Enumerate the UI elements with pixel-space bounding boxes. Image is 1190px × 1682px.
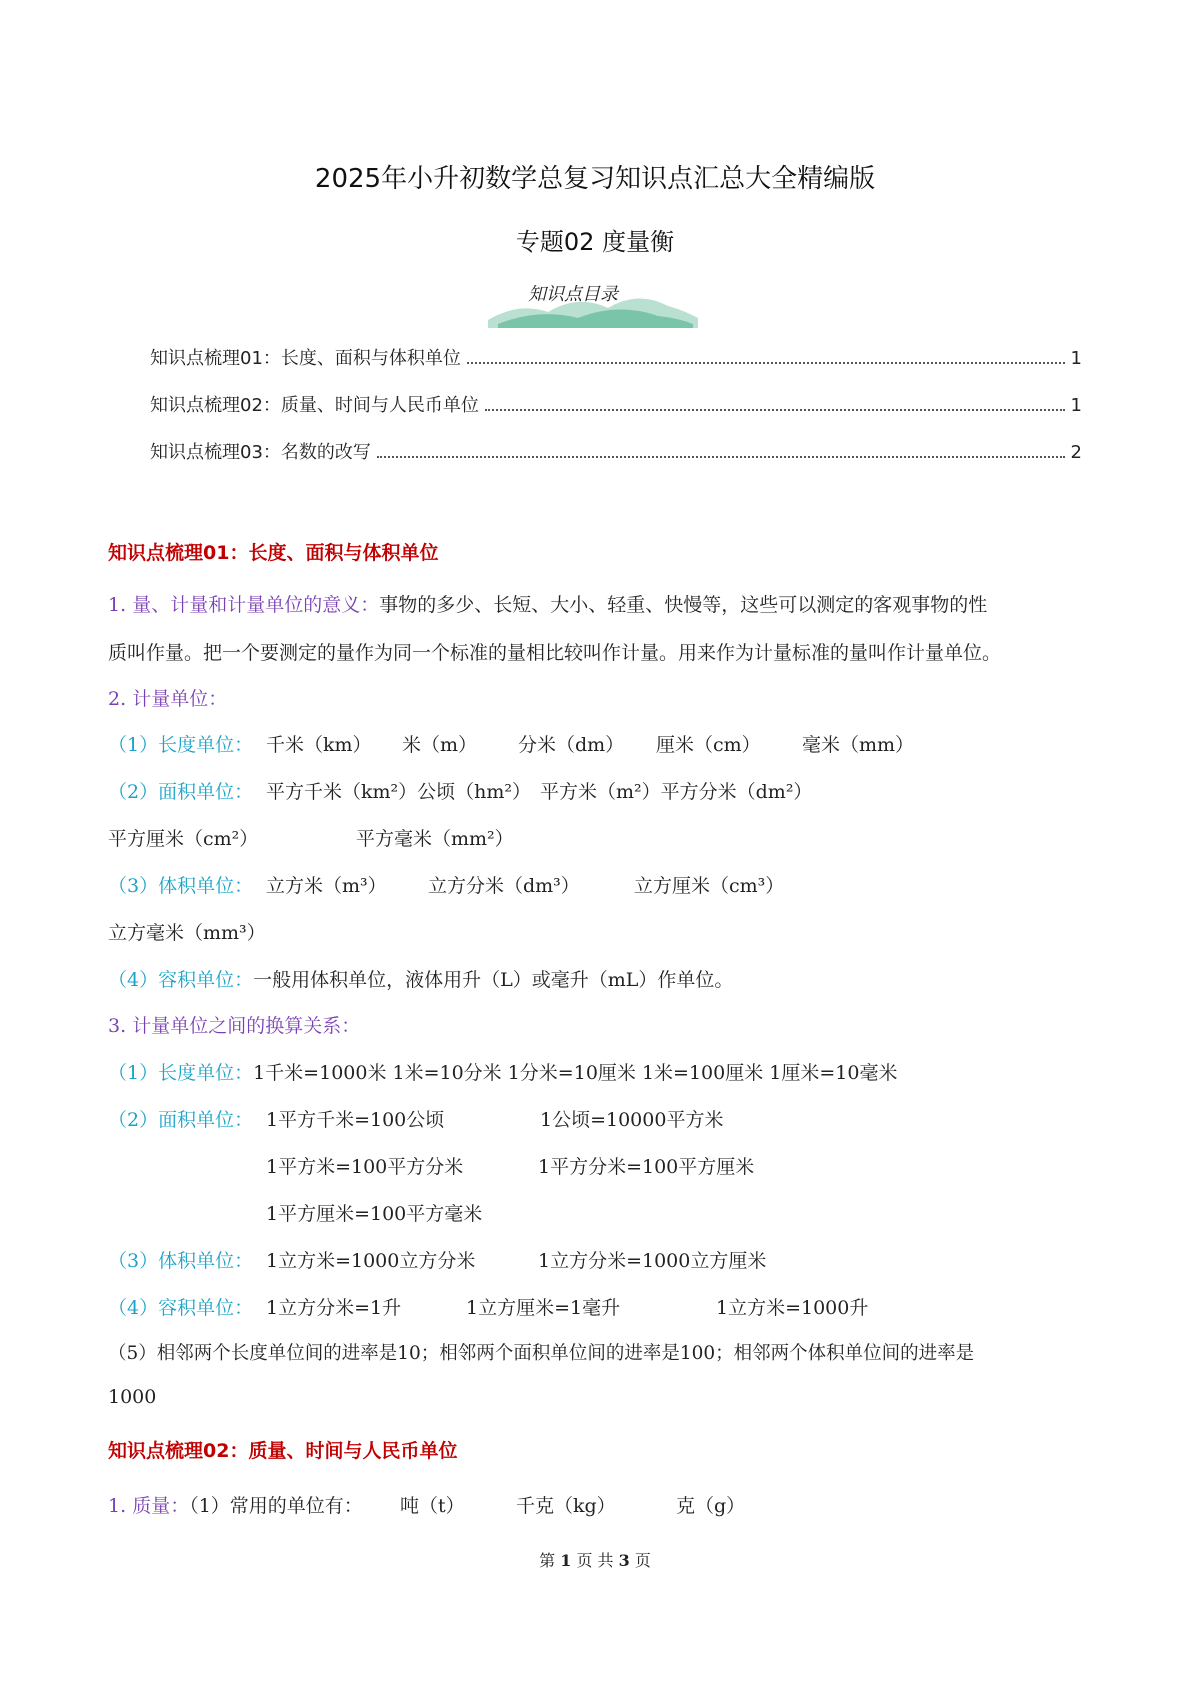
unit-category-label: （3）体积单位： — [108, 875, 254, 897]
toc-item-page: 1 — [1070, 395, 1082, 416]
paragraph-continued: 质叫作量。把一个要测定的量作为同一个标准的量相比较叫作计量。用来作为计量标准的量叫作计量单位。 — [108, 642, 1002, 664]
unit: 克（g） — [676, 1495, 746, 1517]
toc-leader — [377, 456, 1065, 458]
unit: 立方厘米（cm³） — [634, 875, 785, 897]
conversion-text: 1千米=1000米 1米=10分米 1分米=10厘米 1米=100厘米 1厘米=10毫米 — [253, 1062, 898, 1084]
term-label: 计量单位之间的换算关系： — [132, 1015, 361, 1037]
unit: 立方米（m³） — [266, 875, 387, 897]
conversion-text: 1平方米=100平方分米 — [266, 1156, 464, 1178]
paragraph — [108, 590, 987, 617]
conversion-text: 1立方分米=1升 — [266, 1297, 402, 1319]
toc-item-label: 知识点梳理01：长度、面积与体积单位 — [150, 348, 461, 369]
term-label: 计量单位： — [132, 688, 228, 710]
term-label: 量、计量和计量单位的意义： — [132, 594, 380, 616]
conversion-text: 1平方分米=100平方厘米 — [538, 1156, 755, 1178]
conversion-row — [108, 1293, 253, 1320]
area-units-row — [108, 777, 253, 804]
unit: 厘米（cm） — [656, 734, 761, 756]
unit: 千米（km） — [266, 734, 372, 756]
conversion-text: 1立方米=1000立方分米 — [266, 1250, 476, 1272]
conversion-row — [108, 1105, 253, 1132]
toc-item[interactable] — [150, 344, 1082, 370]
rate-text: （5）相邻两个长度单位间的进率是10；相邻两个面积单位间的进率是100；相邻两个体积单位间的进率是 — [108, 1343, 975, 1364]
paragraph-text: （1）常用的单位有： — [189, 1495, 363, 1517]
unit: 平方千米（km²）公顷（hm²） — [266, 781, 532, 803]
toc-leader — [485, 409, 1065, 411]
unit: 吨（t） — [400, 1495, 465, 1517]
paragraph-text: 事物的多少、长短、大小、轻重、快慢等，这些可以测定的客观事物的性 — [379, 594, 988, 616]
conversion-row — [108, 1246, 253, 1273]
footer-prefix: 第 — [539, 1551, 556, 1570]
item-number: 3. — [108, 1015, 127, 1037]
toc-banner-label: 知识点目录 — [528, 284, 618, 305]
volume-units-row — [108, 871, 253, 898]
conversion-text: 1平方千米=100公顷 — [266, 1109, 445, 1131]
paragraph — [108, 684, 227, 711]
document-subtitle: 专题02 度量衡 — [515, 228, 675, 256]
conversion-text: 1公顷=10000平方米 — [540, 1109, 724, 1131]
page-footer — [0, 1548, 1190, 1571]
toc-item[interactable] — [150, 391, 1082, 417]
paragraph — [108, 1011, 360, 1038]
toc-banner — [488, 272, 698, 328]
unit: 平方米（m²）平方分米（dm²） — [540, 781, 813, 803]
unit-category-label: （1）长度单位： — [108, 734, 254, 756]
unit: 立方毫米（mm³） — [108, 922, 266, 944]
unit: 分米（dm） — [518, 734, 625, 756]
unit-category-label: （4）容积单位： — [108, 1297, 254, 1319]
rate-text-continued: 1000 — [108, 1386, 157, 1408]
unit-category-label: （3）体积单位： — [108, 1250, 254, 1272]
unit: 千克（kg） — [516, 1495, 616, 1517]
term-label: 质量： — [132, 1495, 190, 1517]
item-number: 1. — [108, 1495, 127, 1517]
toc-leader — [467, 362, 1065, 364]
item-number: 2. — [108, 688, 127, 710]
conversion-text: 1立方米=1000升 — [716, 1297, 869, 1319]
unit: 平方毫米（mm²） — [356, 828, 514, 850]
toc-item-page: 1 — [1070, 348, 1082, 369]
unit: 立方分米（dm³） — [428, 875, 580, 897]
section-heading: 知识点梳理02：质量、时间与人民币单位 — [108, 1440, 458, 1462]
unit: 毫米（mm） — [802, 734, 915, 756]
conversion-text: 1立方厘米=1毫升 — [466, 1297, 621, 1319]
section-heading: 知识点梳理01：长度、面积与体积单位 — [108, 542, 439, 564]
toc-item-label: 知识点梳理03：名数的改写 — [150, 442, 371, 463]
unit-category-label: （4）容积单位： — [108, 969, 254, 991]
conversion-text: 1立方分米=1000立方厘米 — [538, 1250, 767, 1272]
paragraph — [108, 1491, 363, 1518]
length-units-row — [108, 730, 253, 757]
toc-item[interactable] — [150, 438, 1082, 464]
toc-item-page: 2 — [1070, 442, 1082, 463]
unit-category-label: （2）面积单位： — [108, 781, 254, 803]
capacity-units-row — [108, 965, 733, 992]
conversion-text: 1平方厘米=100平方毫米 — [266, 1203, 483, 1225]
paragraph-text: 一般用体积单位，液体用升（L）或毫升（mL）作单位。 — [253, 969, 734, 991]
footer-suffix: 页 — [634, 1551, 651, 1570]
page-total: 3 — [618, 1551, 630, 1570]
document-title: 2025年小升初数学总复习知识点汇总大全精编版 — [314, 164, 876, 194]
unit: 米（m） — [402, 734, 478, 756]
unit-category-label: （2）面积单位： — [108, 1109, 254, 1131]
toc-item-label: 知识点梳理02：质量、时间与人民币单位 — [150, 395, 479, 416]
unit-category-label: （1）长度单位： — [108, 1062, 254, 1084]
item-number: 1. — [108, 594, 127, 616]
conversion-row — [108, 1058, 897, 1085]
footer-middle: 页 共 — [576, 1551, 614, 1570]
unit: 平方厘米（cm²） — [108, 828, 259, 850]
page-number: 1 — [560, 1551, 572, 1570]
